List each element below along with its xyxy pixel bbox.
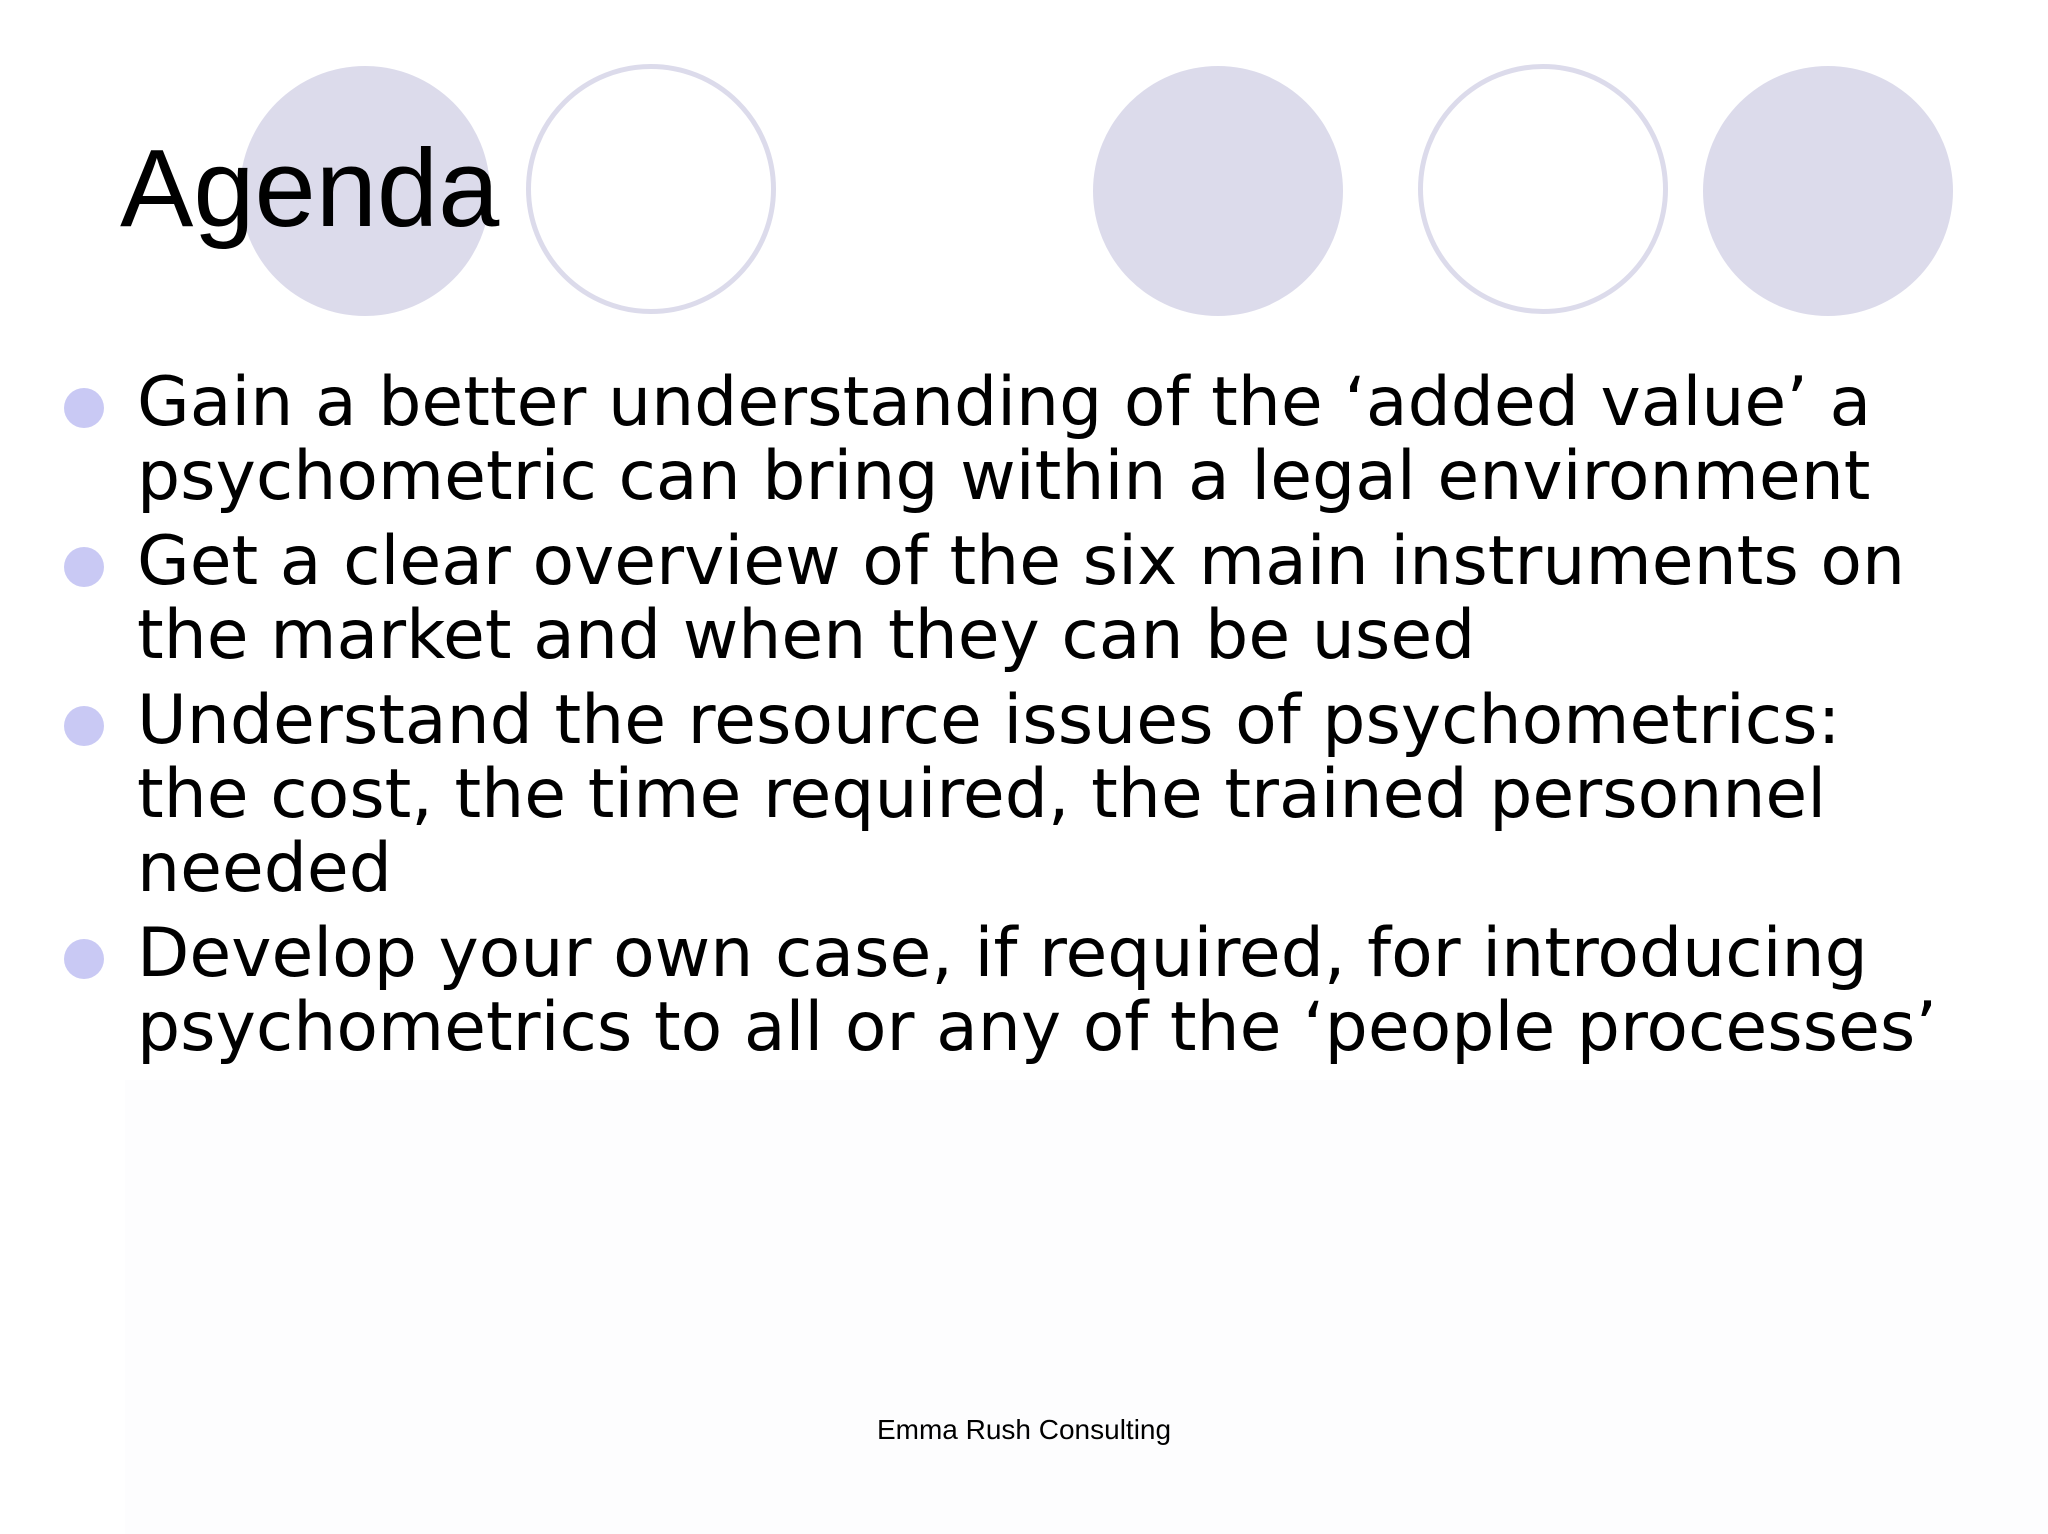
bullet-icon <box>64 547 104 587</box>
footer-text: Emma Rush Consulting <box>876 1414 1172 1445</box>
agenda-item <box>0 914 2048 1067</box>
decorative-circle-filled-2 <box>1093 66 1343 316</box>
bullet-icon <box>64 388 104 428</box>
agenda-item <box>0 522 2048 675</box>
decorative-circle-outline-1 <box>526 64 776 314</box>
agenda-item-text: Develop your own case, if required, for introducing psychometrics to all or any of the ‘people processes’ <box>137 914 1937 1067</box>
agenda-item-text: Understand the resource issues of psychometrics: the cost, the time required, the trained personnel needed <box>137 681 1841 908</box>
slide-title: Agenda <box>120 127 500 250</box>
agenda-item <box>0 363 2048 516</box>
agenda-item-text: Get a clear overview of the six main instruments on the market and when they can be used <box>137 522 1906 675</box>
bullet-icon <box>64 939 104 979</box>
decorative-circle-outline-2 <box>1418 64 1668 314</box>
agenda-item <box>0 681 2048 908</box>
decorative-circle-filled-3 <box>1703 66 1953 316</box>
background-panel <box>125 1080 2048 1534</box>
bullet-icon <box>64 706 104 746</box>
agenda-list <box>0 363 2048 1076</box>
agenda-item-text: Gain a better understanding of the ‘added value’ a psychometric can bring within a legal environment <box>137 363 1872 516</box>
